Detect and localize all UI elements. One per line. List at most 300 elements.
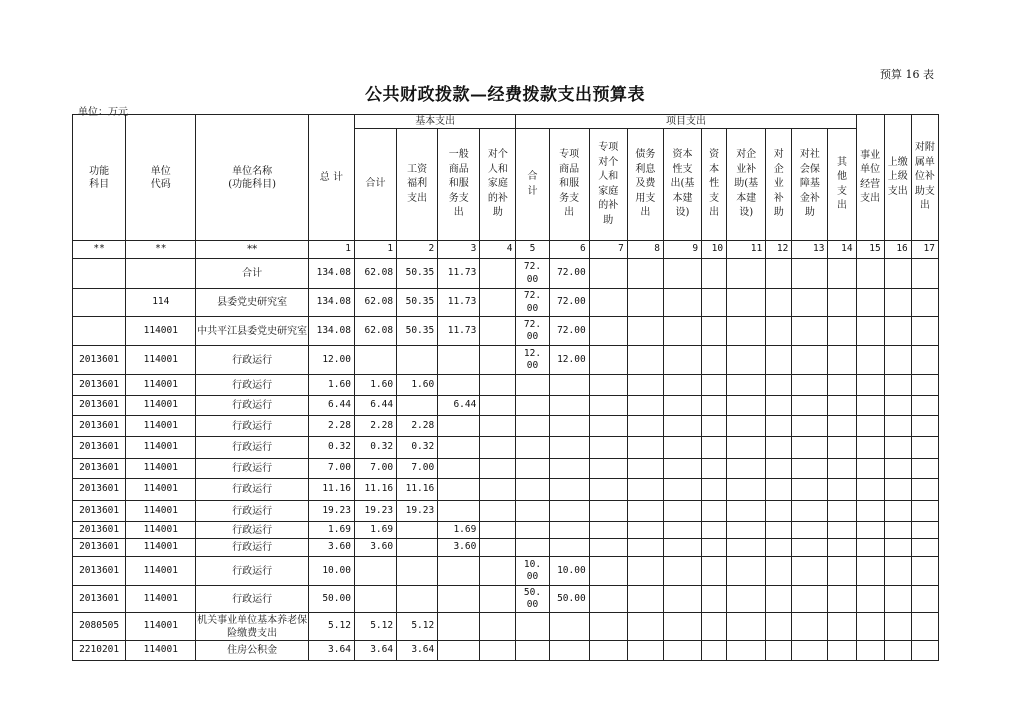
table-cell (766, 586, 792, 613)
table-cell: 2 (397, 241, 438, 259)
table-cell (397, 346, 438, 375)
table-cell: 114001 (126, 396, 196, 416)
table-row (73, 522, 939, 539)
table-cell: 114001 (126, 317, 196, 346)
table-cell (856, 459, 884, 479)
table-cell (589, 396, 627, 416)
table-cell (792, 437, 828, 459)
table-cell (627, 613, 663, 641)
table-cell (438, 416, 480, 437)
table-cell (516, 396, 549, 416)
table-cell (856, 586, 884, 613)
table-cell: 2.28 (354, 416, 396, 437)
table-cell (438, 459, 480, 479)
table-cell (589, 501, 627, 522)
table-cell (792, 557, 828, 586)
table-cell (828, 539, 856, 557)
table-cell (702, 375, 727, 396)
table-cell (627, 437, 663, 459)
table-cell (884, 346, 911, 375)
index-row (73, 241, 939, 259)
table-cell (856, 289, 884, 317)
table-cell (663, 539, 701, 557)
table-cell (911, 539, 938, 557)
table-cell (516, 522, 549, 539)
table-cell (663, 557, 701, 586)
table-cell: 2013601 (73, 459, 126, 479)
form-number: 预算 16 表 (880, 68, 934, 81)
table-cell (766, 259, 792, 289)
table-cell (884, 539, 911, 557)
table-cell (884, 641, 911, 661)
table-cell: 行政运行 (196, 416, 308, 437)
table-cell (516, 375, 549, 396)
table-cell: 62.08 (354, 259, 396, 289)
table-cell (856, 396, 884, 416)
table-cell: 行政运行 (196, 539, 308, 557)
table-cell: 17 (911, 241, 938, 259)
table-cell: 134.08 (308, 289, 354, 317)
table-cell (438, 346, 480, 375)
header-project-1: 专项商品和服务支出 (549, 129, 589, 241)
table-cell (702, 501, 727, 522)
table-cell: 1.69 (354, 522, 396, 539)
table-cell: 11.16 (354, 479, 396, 501)
table-cell (702, 479, 727, 501)
table-cell: 1.60 (308, 375, 354, 396)
table-cell (480, 259, 516, 289)
table-cell (727, 501, 766, 522)
table-cell (828, 557, 856, 586)
table-cell (702, 641, 727, 661)
table-cell: 2013601 (73, 586, 126, 613)
table-cell: 11.16 (397, 479, 438, 501)
table-cell: 2.28 (308, 416, 354, 437)
table-cell: ** (196, 241, 308, 259)
table-cell: 114001 (126, 641, 196, 661)
table-cell (589, 586, 627, 613)
table-cell (663, 259, 701, 289)
table-cell (766, 289, 792, 317)
table-cell (911, 289, 938, 317)
table-cell (828, 346, 856, 375)
table-cell (792, 539, 828, 557)
table-cell (126, 259, 196, 289)
table-cell: 2080505 (73, 613, 126, 641)
table-cell (884, 586, 911, 613)
table-cell (480, 641, 516, 661)
table-cell (702, 586, 727, 613)
table-cell: 134.08 (308, 259, 354, 289)
table-cell (911, 346, 938, 375)
table-cell (828, 437, 856, 459)
table-cell: 行政运行 (196, 396, 308, 416)
table-cell (480, 586, 516, 613)
table-cell: 3.60 (308, 539, 354, 557)
table-row (73, 317, 939, 346)
table-cell (589, 317, 627, 346)
table-cell (663, 613, 701, 641)
table-cell (856, 613, 884, 641)
table-cell: 50.00 (308, 586, 354, 613)
table-cell (480, 317, 516, 346)
table-cell: 72.00 (549, 259, 589, 289)
table-cell: 县委党史研究室 (196, 289, 308, 317)
table-cell: 7.00 (354, 459, 396, 479)
table-cell: 6.44 (308, 396, 354, 416)
table-cell: 62.08 (354, 289, 396, 317)
table-cell (828, 416, 856, 437)
table-cell (480, 437, 516, 459)
table-cell (911, 437, 938, 459)
table-cell (856, 539, 884, 557)
table-cell: 6 (549, 241, 589, 259)
table-cell (589, 479, 627, 501)
table-cell (884, 317, 911, 346)
table-cell (792, 613, 828, 641)
table-cell (627, 375, 663, 396)
table-cell: 行政运行 (196, 375, 308, 396)
table-cell: 1.60 (354, 375, 396, 396)
table-cell (480, 459, 516, 479)
table-cell: 11.73 (438, 259, 480, 289)
table-cell: 12.00 (549, 346, 589, 375)
table-cell: 7.00 (308, 459, 354, 479)
header-project-9: 其他支出 (828, 129, 856, 241)
table-cell (589, 613, 627, 641)
table-cell (480, 557, 516, 586)
table-cell (911, 501, 938, 522)
table-cell: 50.00 (549, 586, 589, 613)
header-tail-0: 事业单位经营支出 (856, 115, 884, 241)
table-cell (856, 346, 884, 375)
table-cell (663, 396, 701, 416)
table-cell: 5.12 (397, 613, 438, 641)
table-cell: 11.73 (438, 317, 480, 346)
table-cell: 2013601 (73, 479, 126, 501)
table-cell (766, 437, 792, 459)
table-cell: 6.44 (354, 396, 396, 416)
table-cell (438, 437, 480, 459)
table-cell (766, 416, 792, 437)
table-cell: 114001 (126, 501, 196, 522)
header-basic-1: 工资福利支出 (397, 129, 438, 241)
table-cell (727, 479, 766, 501)
table-cell (663, 317, 701, 346)
table-cell: 7 (589, 241, 627, 259)
table-cell (727, 522, 766, 539)
table-cell: 1.69 (438, 522, 480, 539)
table-cell (480, 539, 516, 557)
table-cell: 11.16 (308, 479, 354, 501)
header-basic-3: 对个人和家庭的补助 (480, 129, 516, 241)
table-cell (627, 539, 663, 557)
table-cell (884, 613, 911, 641)
table-cell: 行政运行 (196, 586, 308, 613)
table-cell: 5.12 (308, 613, 354, 641)
table-cell (549, 479, 589, 501)
table-cell (438, 501, 480, 522)
table-cell (549, 416, 589, 437)
budget-table (72, 114, 939, 661)
table-cell: 1.69 (308, 522, 354, 539)
table-cell (397, 396, 438, 416)
table-cell (727, 437, 766, 459)
table-cell (884, 289, 911, 317)
table-cell (727, 317, 766, 346)
header-unit-name: 单位名称 (功能科目) (196, 115, 308, 241)
table-cell (856, 557, 884, 586)
table-cell: 8 (627, 241, 663, 259)
table-cell (856, 375, 884, 396)
table-cell (516, 479, 549, 501)
table-cell (516, 613, 549, 641)
table-cell (663, 586, 701, 613)
table-cell (911, 641, 938, 661)
table-cell (549, 396, 589, 416)
table-cell (702, 459, 727, 479)
table-cell (480, 289, 516, 317)
table-cell (549, 539, 589, 557)
table-cell: 0.32 (308, 437, 354, 459)
table-cell (727, 375, 766, 396)
header-tail-2: 对附属单位补助支出 (911, 115, 938, 241)
table-cell (549, 641, 589, 661)
table-cell (702, 613, 727, 641)
table-cell (663, 501, 701, 522)
table-cell (663, 289, 701, 317)
table-cell (792, 586, 828, 613)
table-cell: 114001 (126, 437, 196, 459)
table-cell (828, 641, 856, 661)
table-cell: 行政运行 (196, 437, 308, 459)
table-cell: 2013601 (73, 557, 126, 586)
table-cell: 11 (727, 241, 766, 259)
table-cell: 行政运行 (196, 459, 308, 479)
table-cell: 19.23 (397, 501, 438, 522)
table-row (73, 501, 939, 522)
table-row (73, 375, 939, 396)
table-cell (727, 641, 766, 661)
table-cell (792, 317, 828, 346)
table-cell (627, 641, 663, 661)
table-cell (73, 259, 126, 289)
table-cell: 12 (766, 241, 792, 259)
table-cell (792, 259, 828, 289)
table-cell: 114001 (126, 459, 196, 479)
table-cell (792, 289, 828, 317)
table-cell (884, 416, 911, 437)
table-cell (549, 613, 589, 641)
table-cell: 6.44 (438, 396, 480, 416)
table-cell (911, 586, 938, 613)
table-cell (663, 459, 701, 479)
table-cell (480, 416, 516, 437)
table-cell (702, 437, 727, 459)
table-cell (856, 522, 884, 539)
header-basic-group: 基本支出 (354, 115, 516, 129)
table-cell: 行政运行 (196, 522, 308, 539)
table-cell (354, 557, 396, 586)
table-cell (884, 459, 911, 479)
table-row (73, 437, 939, 459)
table-cell: 12. 00 (516, 346, 549, 375)
table-cell (911, 557, 938, 586)
table-cell (856, 259, 884, 289)
table-cell (727, 396, 766, 416)
table-cell (727, 259, 766, 289)
table-cell (911, 479, 938, 501)
table-cell (397, 522, 438, 539)
header-project-0: 合计 (516, 129, 549, 241)
table-cell: 机关事业单位基本养老保险缴费支出 (197, 614, 308, 639)
table-cell: 10.00 (549, 557, 589, 586)
table-cell (438, 557, 480, 586)
table-cell (516, 459, 549, 479)
table-row (73, 557, 939, 586)
table-cell (627, 289, 663, 317)
table-cell (627, 259, 663, 289)
table-row (73, 539, 939, 557)
table-cell (397, 586, 438, 613)
table-cell (627, 501, 663, 522)
table-cell: 114001 (126, 539, 196, 557)
table-cell (516, 539, 549, 557)
table-cell (589, 459, 627, 479)
table-cell (589, 437, 627, 459)
table-cell (516, 641, 549, 661)
table-cell: 行政运行 (196, 501, 308, 522)
table-cell (480, 501, 516, 522)
table-cell: 114001 (126, 613, 196, 641)
table-cell (589, 259, 627, 289)
table-row (73, 416, 939, 437)
table-cell (792, 522, 828, 539)
table-cell: 3.64 (354, 641, 396, 661)
table-cell (828, 613, 856, 641)
table-cell (911, 613, 938, 641)
table-cell (438, 375, 480, 396)
table-cell: 5.12 (354, 613, 396, 641)
table-cell: 72. 00 (516, 259, 549, 289)
table-cell (663, 416, 701, 437)
table-cell (828, 522, 856, 539)
table-cell (549, 459, 589, 479)
table-cell (856, 479, 884, 501)
table-cell (516, 416, 549, 437)
table-cell: 114001 (126, 522, 196, 539)
table-cell (73, 317, 126, 346)
table-cell (856, 317, 884, 346)
table-cell (627, 557, 663, 586)
table-cell (766, 539, 792, 557)
table-cell (828, 459, 856, 479)
header-project-5: 资本性支出 (702, 129, 727, 241)
table-cell (589, 346, 627, 375)
header-project-4: 资本性支出(基本建设) (663, 129, 701, 241)
table-cell (627, 459, 663, 479)
table-row (73, 259, 939, 289)
table-cell: 2013601 (73, 539, 126, 557)
table-cell (766, 641, 792, 661)
table-cell (627, 522, 663, 539)
table-cell: 0.32 (354, 437, 396, 459)
table-cell: 3.64 (308, 641, 354, 661)
table-cell (828, 396, 856, 416)
table-cell (727, 586, 766, 613)
table-cell: 15 (856, 241, 884, 259)
header-basic-2: 一般商品和服务支出 (438, 129, 480, 241)
table-cell (702, 259, 727, 289)
table-cell: 50.35 (397, 289, 438, 317)
table-cell (828, 479, 856, 501)
header-project-7: 对企业补助 (766, 129, 792, 241)
table-cell (480, 396, 516, 416)
table-cell: 5 (516, 241, 549, 259)
table-cell: 72.00 (549, 289, 589, 317)
table-cell (354, 346, 396, 375)
table-cell (856, 416, 884, 437)
table-cell (727, 346, 766, 375)
table-cell: 2.28 (397, 416, 438, 437)
table-cell (766, 317, 792, 346)
table-cell (702, 396, 727, 416)
header-project-6: 对企业补助(基本建设) (727, 129, 766, 241)
table-cell (828, 586, 856, 613)
table-cell (884, 522, 911, 539)
table-row (73, 479, 939, 501)
table-cell (702, 522, 727, 539)
table-body (73, 241, 939, 661)
table-cell (766, 613, 792, 641)
table-cell (828, 375, 856, 396)
table-cell: 72. 00 (516, 317, 549, 346)
table-cell (884, 479, 911, 501)
table-cell (589, 522, 627, 539)
table-row (73, 289, 939, 317)
table-cell (480, 375, 516, 396)
table-cell (516, 437, 549, 459)
table-row (73, 613, 939, 641)
table-cell (438, 641, 480, 661)
table-cell: 1.60 (397, 375, 438, 396)
table-cell (549, 437, 589, 459)
table-cell: 72. 00 (516, 289, 549, 317)
table-cell: 1 (354, 241, 396, 259)
table-cell (589, 375, 627, 396)
table-cell: 114001 (126, 346, 196, 375)
table-cell (549, 501, 589, 522)
report-title: 公共财政拨款—经费拨款支出预算表 (365, 85, 645, 105)
table-cell (589, 641, 627, 661)
table-cell (627, 346, 663, 375)
table-cell (663, 641, 701, 661)
table-cell: 行政运行 (196, 557, 308, 586)
table-cell: 50.35 (397, 259, 438, 289)
table-cell: 10. 00 (516, 557, 549, 586)
table-cell: 114001 (126, 479, 196, 501)
table-cell (73, 289, 126, 317)
table-cell (856, 641, 884, 661)
table-cell: 2013601 (73, 346, 126, 375)
table-cell: ** (126, 241, 196, 259)
table-cell (884, 501, 911, 522)
table-cell: 50.35 (397, 317, 438, 346)
table-cell: 114001 (126, 586, 196, 613)
table-cell (792, 375, 828, 396)
table-row (73, 346, 939, 375)
table-cell: 11.73 (438, 289, 480, 317)
